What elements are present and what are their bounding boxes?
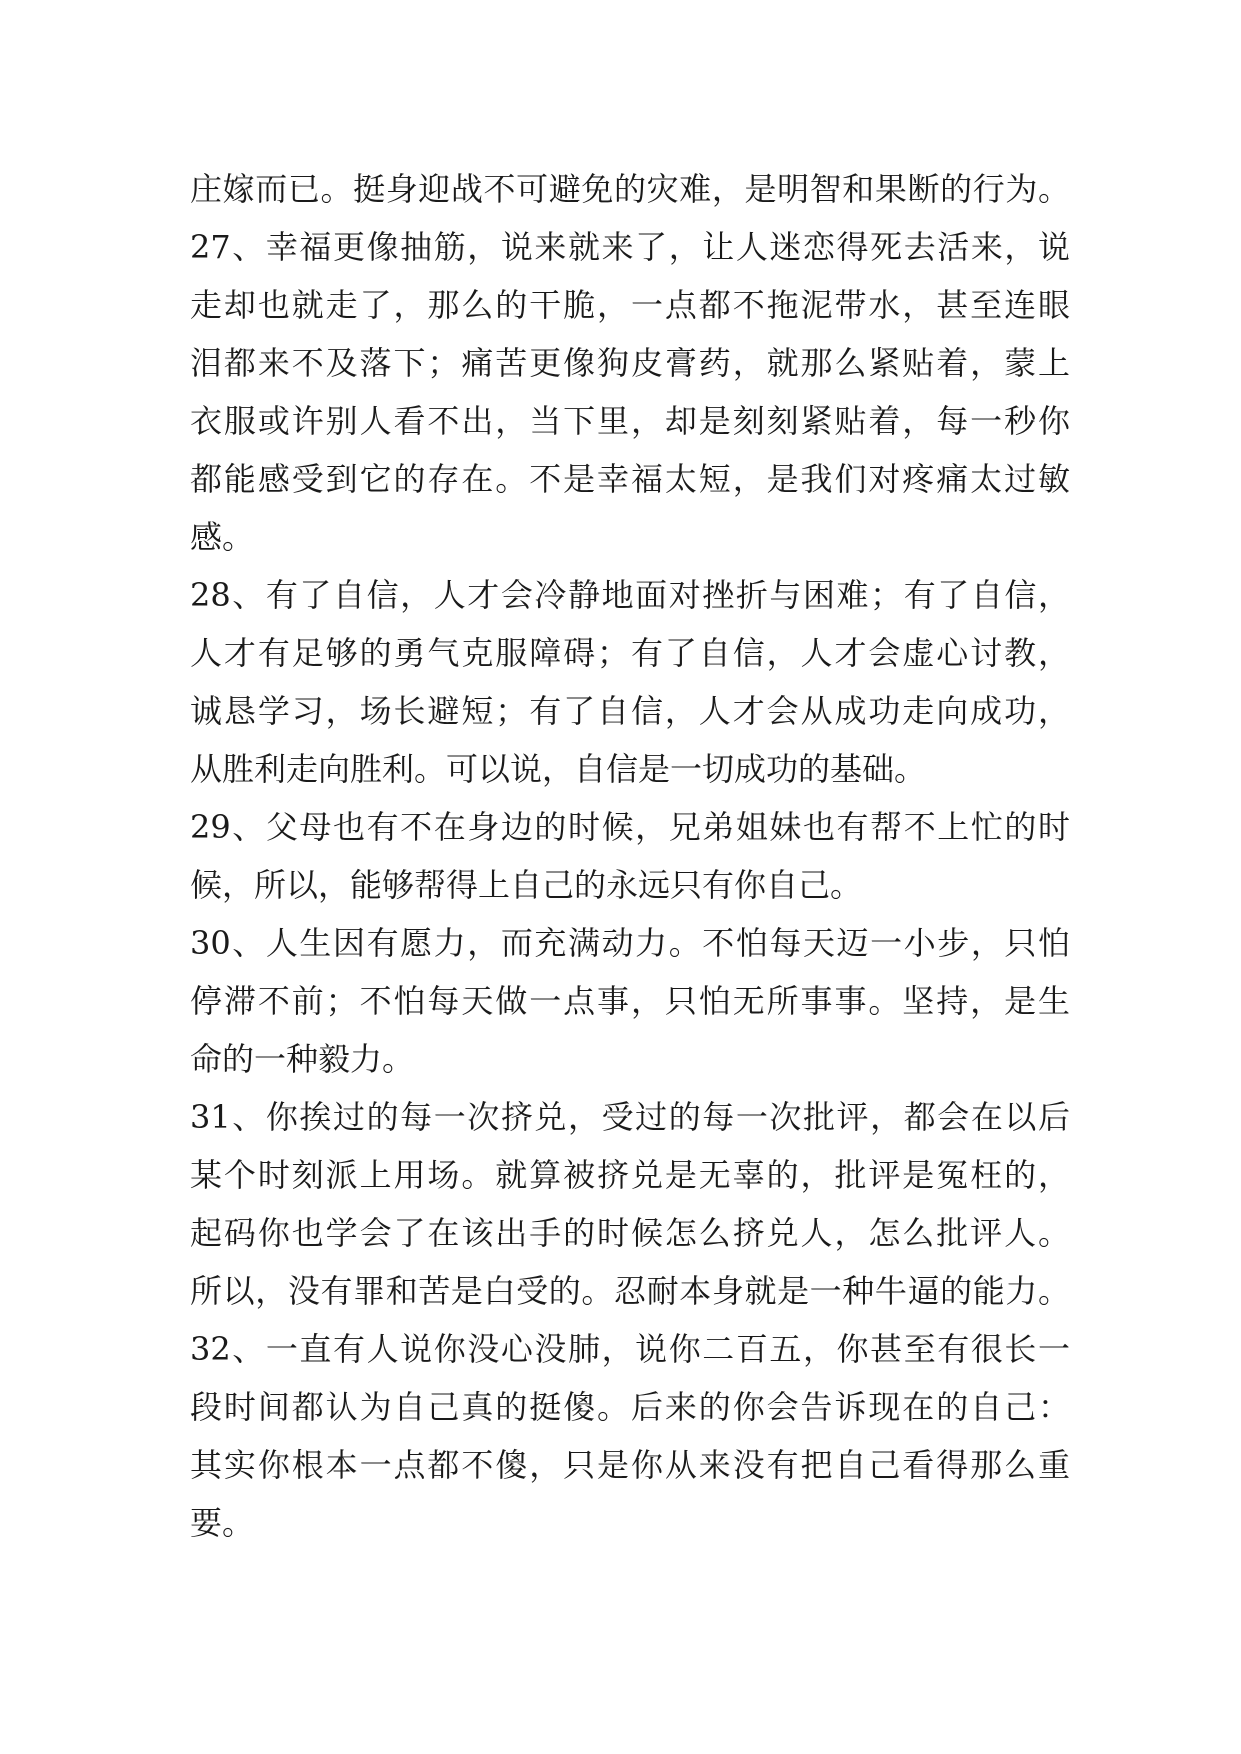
text-line: 段时间都认为自己真的挺傻。后来的你会告诉现在的自己： bbox=[190, 1388, 1070, 1426]
text-line: 起码你也学会了在该出手的时候怎么挤兑人，怎么批评人。 bbox=[190, 1214, 1070, 1252]
text-line: 31、你挨过的每一次挤兑，受过的每一次批评，都会在以后 bbox=[190, 1098, 1070, 1136]
text-line: 27、幸福更像抽筋，说来就来了，让人迷恋得死去活来，说 bbox=[190, 228, 1070, 266]
text-line: 32、一直有人说你没心没肺，说你二百五，你甚至有很长一 bbox=[190, 1330, 1070, 1368]
text-line: 停滞不前；不怕每天做一点事，只怕无所事事。坚持，是生 bbox=[190, 982, 1070, 1020]
text-line: 泪都来不及落下；痛苦更像狗皮膏药，就那么紧贴着，蒙上 bbox=[190, 344, 1070, 382]
text-line: 要。 bbox=[190, 1504, 255, 1542]
text-line: 感。 bbox=[190, 518, 255, 556]
text-line: 某个时刻派上用场。就算被挤兑是无辜的，批评是冤枉的， bbox=[190, 1156, 1070, 1194]
text-line: 庄嫁而已。挺身迎战不可避免的灾难，是明智和果断的行为。 bbox=[190, 170, 1070, 208]
text-line: 29、父母也有不在身边的时候，兄弟姐妹也有帮不上忙的时 bbox=[190, 808, 1070, 846]
text-line: 人才有足够的勇气克服障碍；有了自信，人才会虚心讨教， bbox=[190, 634, 1070, 672]
text-line: 诚恳学习，场长避短；有了自信，人才会从成功走向成功， bbox=[190, 692, 1070, 730]
text-line: 候，所以，能够帮得上自己的永远只有你自己。 bbox=[190, 866, 863, 904]
text-line: 28、有了自信，人才会冷静地面对挫折与困难；有了自信， bbox=[190, 576, 1070, 614]
text-line: 其实你根本一点都不傻，只是你从来没有把自己看得那么重 bbox=[190, 1446, 1070, 1484]
text-line: 衣服或许别人看不出，当下里，却是刻刻紧贴着，每一秒你 bbox=[190, 402, 1070, 440]
text-line: 走却也就走了，那么的干脆，一点都不拖泥带水，甚至连眼 bbox=[190, 286, 1070, 324]
text-line: 所以，没有罪和苦是白受的。忍耐本身就是一种牛逼的能力。 bbox=[190, 1272, 1070, 1310]
text-line: 从胜利走向胜利。可以说，自信是一切成功的基础。 bbox=[190, 750, 927, 788]
text-line: 命的一种毅力。 bbox=[190, 1040, 415, 1078]
document-body bbox=[190, 160, 1070, 1552]
text-line: 都能感受到它的存在。不是幸福太短，是我们对疼痛太过敏 bbox=[190, 460, 1070, 498]
text-line: 30、人生因有愿力，而充满动力。不怕每天迈一小步，只怕 bbox=[190, 924, 1070, 962]
